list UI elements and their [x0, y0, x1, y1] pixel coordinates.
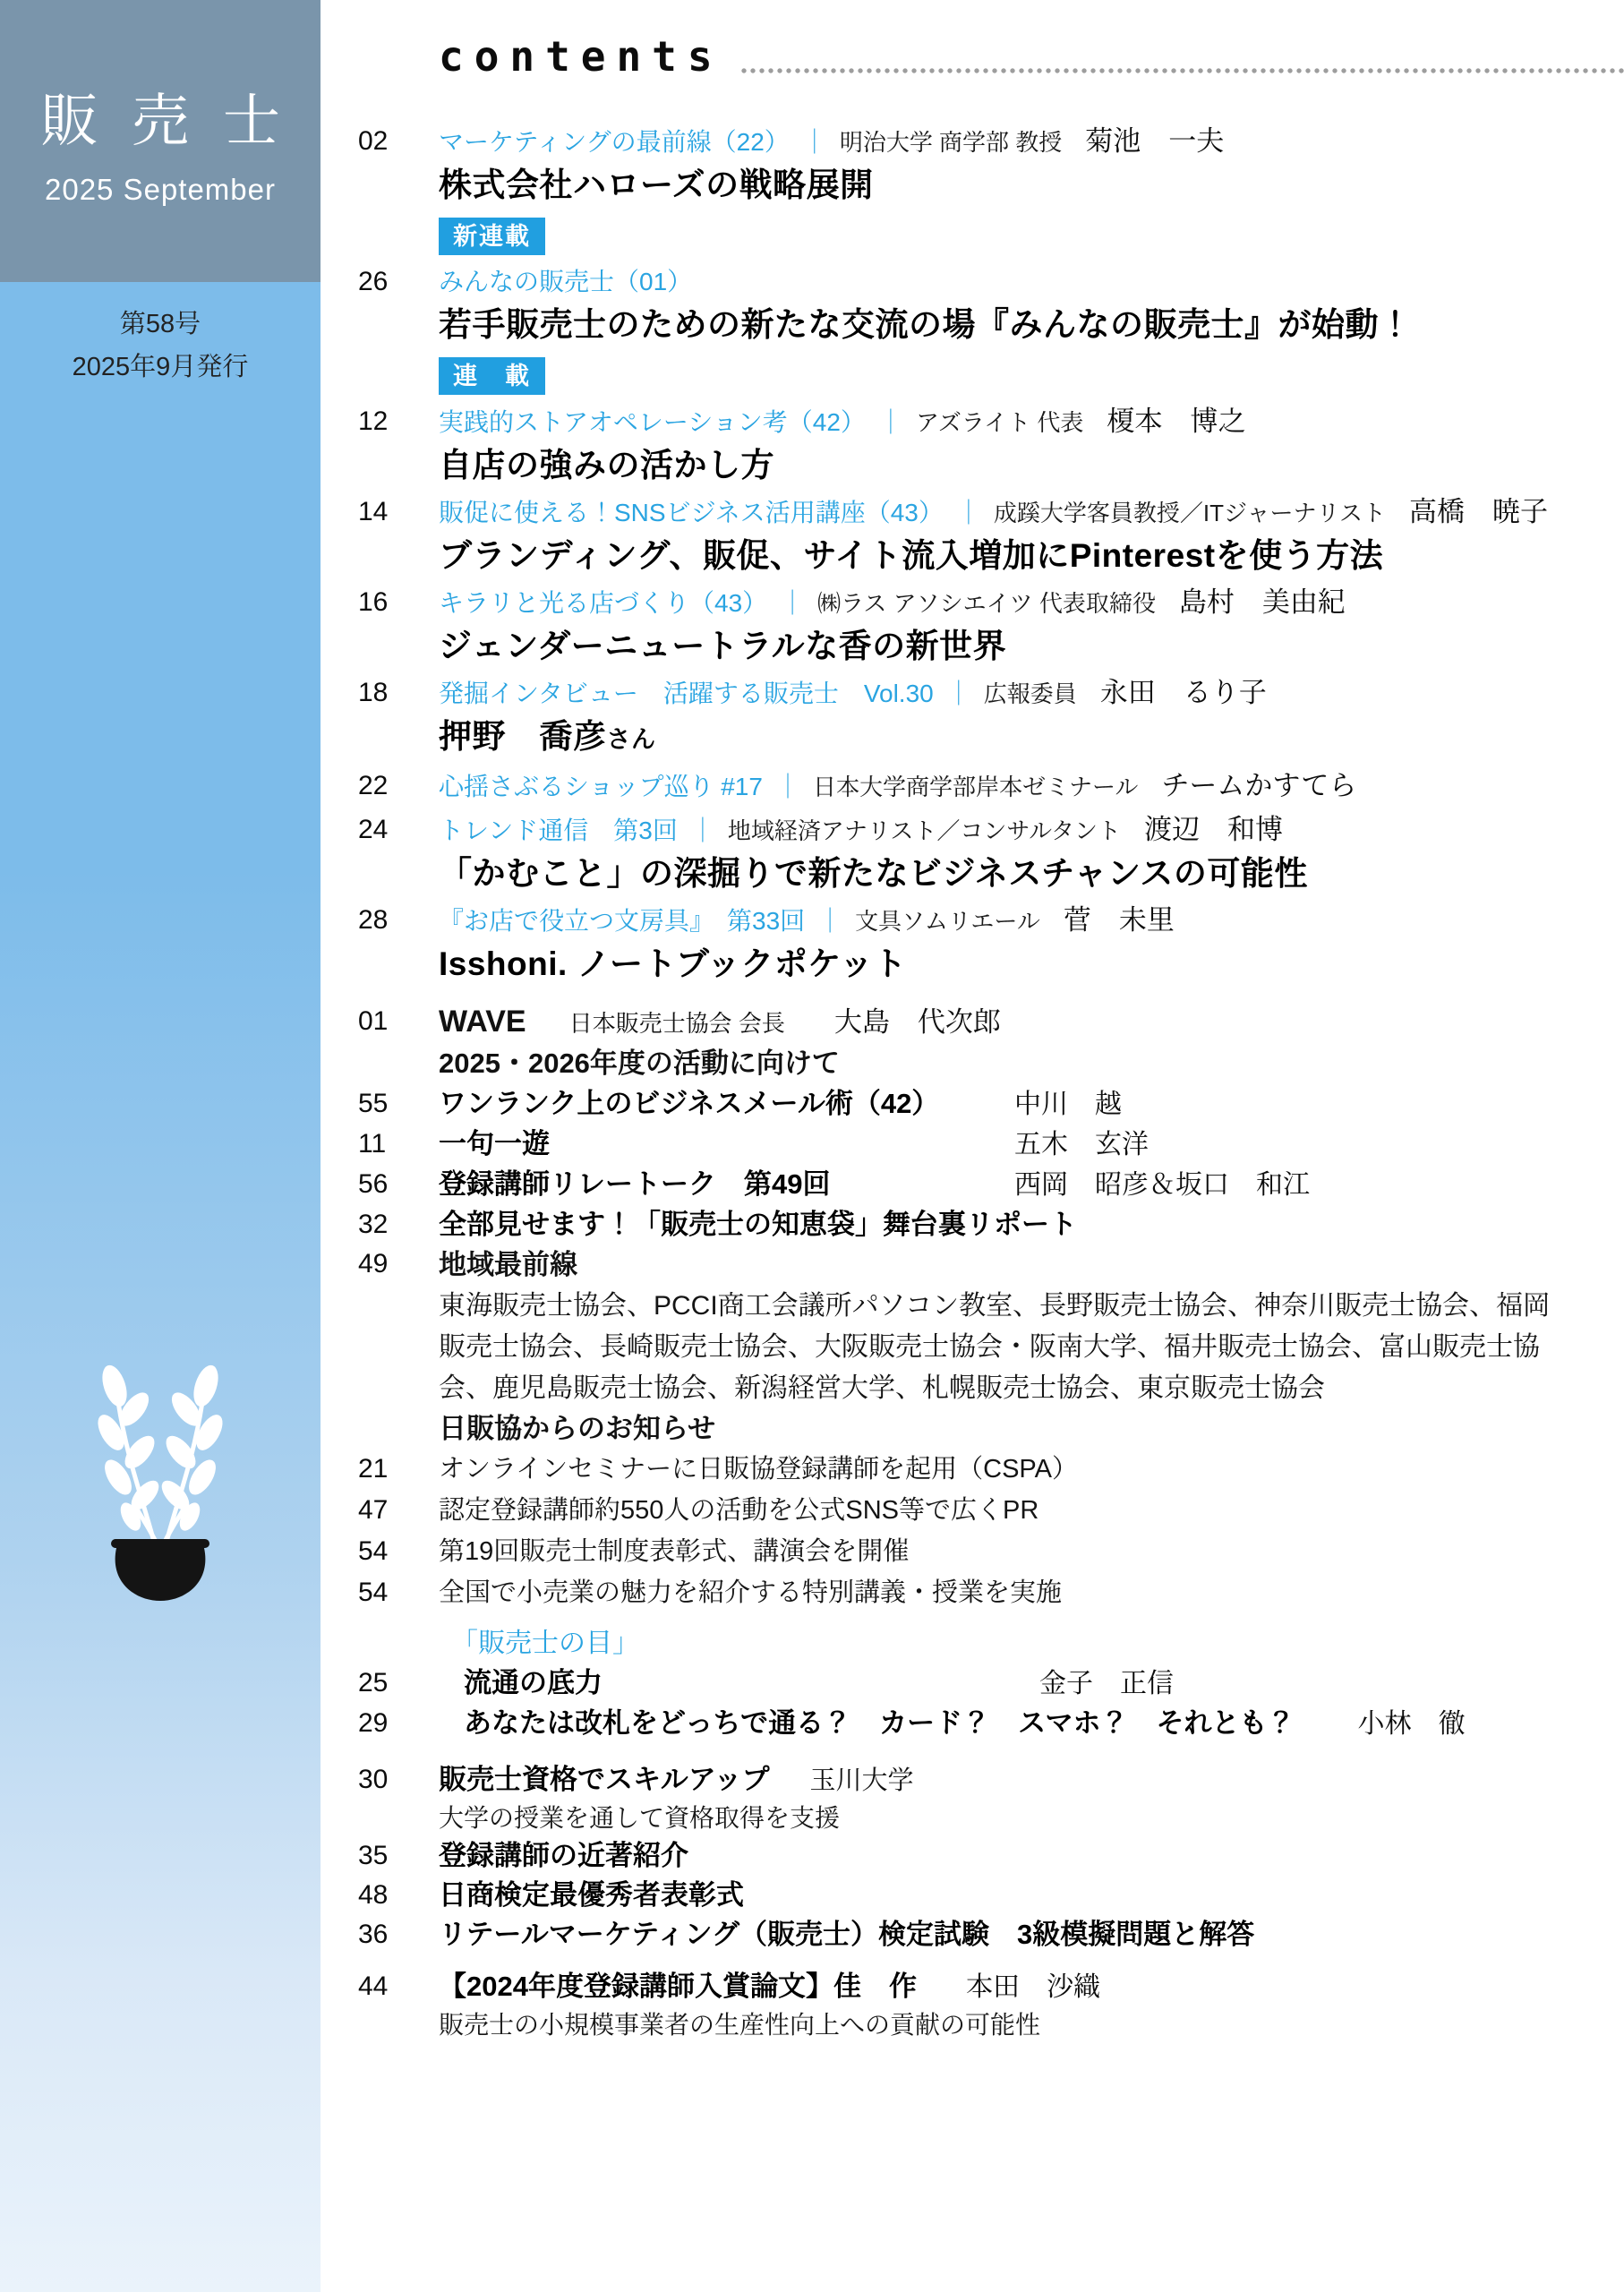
toc-list	[358, 122, 1624, 2043]
toc-entry-body	[439, 1531, 1624, 1572]
toc-entry-body	[439, 1205, 1624, 1244]
toc-entry	[358, 901, 1624, 988]
article-title: 「かむこと」の深掘りで新たなビジネスチャンスの可能性	[439, 855, 1308, 892]
series-name: 発掘インタビュー 活躍する販売士 Vol.30	[439, 680, 934, 707]
article-title: ブランディング、販促、サイト流入増加にPinterestを使う方法	[439, 537, 1384, 574]
article-subtitle: 大学の授業を通して資格取得を支援	[439, 1804, 841, 1832]
article-subtitle: 販売士の小規模事業者の生産性向上への貢献の可能性	[439, 2011, 1041, 2039]
author-affiliation: 文具ソムリエール	[855, 908, 1040, 935]
toc-entry-body	[439, 1876, 1624, 1915]
feature-title: WAVE	[439, 1005, 526, 1039]
separator: ｜	[877, 408, 903, 436]
series-name: マーケティングの最前線（22）	[439, 128, 790, 156]
author-affiliation: 成蹊大学客員教授／ITジャーナリスト	[993, 500, 1386, 526]
entry-category-line	[439, 262, 1624, 302]
entry-category-line	[439, 673, 1624, 714]
author-affiliation: 明治大学 商学部 教授	[839, 129, 1063, 156]
badge-new-serial: 新連載	[439, 218, 545, 255]
entry-category-line	[439, 766, 1624, 807]
entry-title-line	[439, 1915, 1624, 1954]
entry-title-line	[439, 1663, 1624, 1704]
series-name: 実践的ストアオペレーション考（42）	[439, 408, 866, 436]
contents-header	[439, 30, 1624, 82]
article-title: 流通の底力	[464, 1667, 603, 1698]
entry-category-line	[439, 901, 1624, 941]
page-number: 55	[358, 1089, 389, 1118]
toc-entry-body	[439, 1084, 1624, 1125]
issue-number: 第58号	[119, 310, 201, 338]
article-title: 登録講師リレートーク 第49回	[439, 1168, 831, 1200]
entry-title-line	[439, 1125, 1624, 1165]
page-number: 32	[358, 1210, 389, 1239]
article-title: 押野 喬彦さん	[439, 718, 656, 755]
author-name: 中川 越	[1014, 1090, 1122, 1119]
entry-title-line	[439, 1876, 1624, 1915]
page-number: 16	[358, 587, 389, 617]
toc-entry	[358, 1165, 1624, 1205]
toc-entry	[358, 1084, 1624, 1125]
toc-entry-body	[439, 901, 1624, 988]
page-number: 11	[358, 1129, 387, 1159]
page-number: 28	[358, 905, 389, 935]
toc-entry-body	[439, 1663, 1624, 1704]
author-name: 五木 玄洋	[1014, 1130, 1149, 1159]
article-title: あなたは改札をどっちで通る？ カード？ スマホ？ それとも？	[464, 1707, 1295, 1739]
series-name: みんなの販売士（01）	[439, 268, 693, 295]
article-title: 第19回販売士制度表彰式、講演会を開催	[439, 1537, 910, 1566]
toc-entry-body	[439, 1624, 1624, 1663]
page-number: 56	[358, 1169, 389, 1199]
toc-entry	[358, 766, 1624, 807]
toc-entry-body	[439, 1449, 1624, 1490]
toc-entry-body	[439, 766, 1624, 807]
author-affiliation: 地域経済アナリスト／コンサルタント	[727, 817, 1122, 844]
entry-title-line	[439, 1084, 1624, 1125]
toc-entry	[358, 1490, 1624, 1531]
article-title: 全部見せます！「販売士の知恵袋」舞台裏リポート	[439, 1209, 1077, 1240]
entry-title-line	[439, 1205, 1624, 1244]
entry-category-line	[439, 402, 1624, 442]
series-name: トレンド通信 第3回	[439, 817, 678, 844]
toc-entry-body	[439, 1002, 1624, 1084]
entry-title-line	[439, 1967, 1624, 2007]
toc-entry-body	[439, 673, 1624, 763]
toc-entry-body	[439, 1967, 1624, 2043]
contents-title: contents	[439, 32, 723, 81]
separator: ｜	[945, 680, 971, 707]
entry-category-line	[439, 810, 1624, 851]
author-name: 高橋 暁子	[1408, 496, 1548, 527]
page-number: 54	[358, 1536, 389, 1566]
series-name: 心揺さぶるショップ巡り #17	[439, 773, 763, 800]
article-title: ジェンダーニュートラルな香の新世界	[439, 628, 1007, 664]
author-name: 小林 徹	[1357, 1709, 1466, 1739]
dotted-leader	[739, 68, 1624, 73]
page-number: 01	[358, 1006, 389, 1036]
entry-title-line	[439, 1760, 1624, 1800]
author-name: 金子 正信	[1039, 1669, 1174, 1698]
toc-entry	[358, 402, 1624, 489]
article-title: 販売士資格でスキルアップ	[439, 1764, 770, 1795]
article-title: 株式会社ハローズの戦略展開	[439, 167, 874, 203]
author-name: 島村 美由紀	[1178, 586, 1346, 618]
article-title: 【2024年度登録講師入賞論文】佳 作	[439, 1971, 917, 2002]
toc-entry	[358, 1760, 1624, 1836]
author-name: 西岡 昭彦＆坂口 和江	[1014, 1170, 1310, 1200]
toc-entry-body	[439, 1836, 1624, 1876]
toc-entry-body	[439, 402, 1624, 489]
author-name: 大島 代次郎	[833, 1006, 1001, 1038]
article-title: 一句一遊	[439, 1128, 550, 1159]
toc-entry	[358, 810, 1624, 897]
badge-row	[358, 212, 1624, 262]
entry-title-line	[439, 1165, 1624, 1205]
brand-box	[0, 0, 321, 282]
toc-entry-body	[439, 810, 1624, 897]
entry-title-line	[439, 1704, 1624, 1744]
series-name: キラリと光る店づくり（43）	[439, 589, 768, 617]
toc-entry-body	[439, 1490, 1624, 1531]
page-number: 35	[358, 1841, 389, 1870]
toc-entry	[358, 1572, 1624, 1613]
article-title: 認定登録講師約550人の活動を公式SNS等で広くPR	[439, 1496, 1039, 1525]
toc-entry	[358, 262, 1624, 348]
author-name: 榎本 博之	[1107, 406, 1246, 437]
magazine-title: 販売士	[40, 88, 314, 153]
separator: ｜	[955, 499, 981, 526]
badge-row	[358, 352, 1624, 402]
toc-entry	[358, 1125, 1624, 1165]
toc-entry-body	[439, 1704, 1624, 1744]
section-label: 「販売士の目」	[451, 1629, 639, 1658]
page-number: 54	[358, 1578, 389, 1607]
sidebar	[0, 0, 321, 2292]
section-subtitle: 日販協からのお知らせ	[439, 1413, 716, 1444]
page-number: 18	[358, 678, 389, 707]
article-title: 全国で小売業の魅力を紹介する特別講義・授業を実施	[439, 1578, 1063, 1607]
series-name: 『お店で役立つ文房具』 第33回	[439, 907, 806, 935]
page-number: 36	[358, 1920, 389, 1949]
toc-entry	[358, 1836, 1624, 1876]
toc-entry	[358, 1876, 1624, 1915]
entry-category-line	[439, 492, 1624, 533]
author-affiliation: アズライト 代表	[915, 409, 1084, 436]
page-number: 30	[358, 1765, 389, 1794]
page-number: 44	[358, 1971, 389, 2001]
article-title: 2025・2026年度の活動に向けて	[439, 1048, 840, 1079]
toc-entry	[358, 1704, 1624, 1744]
toc-entry-body	[439, 1244, 1624, 1449]
plant-pot-icon	[88, 1316, 233, 1612]
section-row	[358, 1624, 1624, 1663]
author-name: 菅 未里	[1063, 904, 1175, 936]
toc-entry	[358, 1244, 1624, 1449]
organization-name: 玉川大学	[809, 1766, 914, 1795]
toc-entry-body	[439, 583, 1624, 670]
entry-category-line	[439, 583, 1624, 623]
article-title: ワンランク上のビジネスメール術（42）	[439, 1088, 940, 1119]
toc-entry	[358, 1663, 1624, 1704]
page-number: 12	[358, 406, 389, 436]
toc-entry-body	[439, 262, 1624, 348]
toc-entry	[358, 1531, 1624, 1572]
article-title: Isshoni. ノートブックポケット	[439, 945, 907, 982]
entry-title-line	[439, 1002, 1624, 1043]
page-number: 21	[358, 1454, 389, 1484]
page-number: 14	[358, 497, 389, 526]
article-title: 地域最前線	[439, 1249, 577, 1280]
badge-serial: 連 載	[439, 357, 545, 395]
title-suffix: さん	[606, 726, 656, 753]
author-name: チームかすてら	[1161, 770, 1357, 801]
entry-title-line	[439, 1836, 1624, 1876]
toc-entry	[358, 492, 1624, 579]
separator: ｜	[801, 128, 827, 156]
author-name: 菊池 一夫	[1085, 125, 1225, 157]
toc-entry-body	[439, 1760, 1624, 1836]
article-title: オンラインセミナーに日販協登録講師を起用（CSPA）	[439, 1455, 1078, 1484]
series-name: 販促に使える！SNSビジネス活用講座（43）	[439, 499, 944, 526]
page-number: 48	[358, 1880, 389, 1910]
separator: ｜	[689, 817, 715, 844]
article-title: 自店の強みの活かし方	[439, 447, 774, 483]
toc-entry	[358, 1915, 1624, 1954]
toc-entry-body	[439, 492, 1624, 579]
author-affiliation: 日本販売士協会 会長	[568, 1010, 785, 1037]
author-name: 本田 沙織	[965, 1972, 1100, 2002]
entry-category-line	[439, 122, 1624, 162]
issue-date: 2025年9月発行	[72, 353, 249, 381]
article-title: 登録講師の近著紹介	[439, 1840, 688, 1871]
toc-entry	[358, 1002, 1624, 1084]
article-title: 若手販売士のための新たな交流の場『みんなの販売士』が始動！	[439, 306, 1413, 343]
author-name: 永田 るり子	[1099, 677, 1267, 708]
toc-entry-body	[439, 122, 1624, 209]
page-number: 22	[358, 771, 389, 800]
toc-entry	[358, 583, 1624, 670]
toc-entry-body	[439, 1125, 1624, 1165]
author-affiliation: 日本大学商学部岸本ゼミナール	[812, 774, 1139, 800]
page-number: 26	[358, 267, 389, 296]
separator: ｜	[774, 773, 800, 800]
region-association-list: 東海販売士協会、PCCI商工会議所パソコン教室、長野販売士協会、神奈川販売士協会、福岡販売士協会、長崎販売士協会、大阪販売士協会・阪南大学、福井販売士協会、富山販売士協会、鹿児島販売士協会、新潟経営大学、札幌販売士協会、東京販売士協会	[439, 1291, 1551, 1403]
toc-entry-body	[439, 1915, 1624, 1954]
page-number: 47	[358, 1495, 389, 1525]
toc-entry	[358, 1967, 1624, 2043]
separator: ｜	[780, 589, 806, 617]
toc-entry-body	[439, 1165, 1624, 1205]
issue-month: 2025 September	[44, 172, 276, 206]
toc-entry	[358, 673, 1624, 763]
author-affiliation: 広報委員	[983, 680, 1077, 707]
article-title: 日商検定最優秀者表彰式	[439, 1879, 744, 1911]
toc-entry	[358, 1205, 1624, 1244]
page-number: 24	[358, 815, 389, 844]
author-affiliation: ㈱ラス アソシエイツ 代表取締役	[817, 590, 1156, 617]
toc-entry	[358, 122, 1624, 209]
page-number: 02	[358, 126, 389, 156]
separator: ｜	[817, 907, 843, 935]
toc-entry-body	[439, 1572, 1624, 1613]
article-title: リテールマーケティング（販売士）検定試験 3級模擬問題と解答	[439, 1919, 1255, 1950]
page-number: 25	[358, 1668, 389, 1698]
toc-entry	[358, 1449, 1624, 1490]
page-number: 29	[358, 1708, 389, 1738]
issue-block	[0, 303, 321, 389]
page-number: 49	[358, 1249, 389, 1279]
contents-area	[321, 0, 1624, 2292]
author-name: 渡辺 和博	[1144, 814, 1284, 845]
